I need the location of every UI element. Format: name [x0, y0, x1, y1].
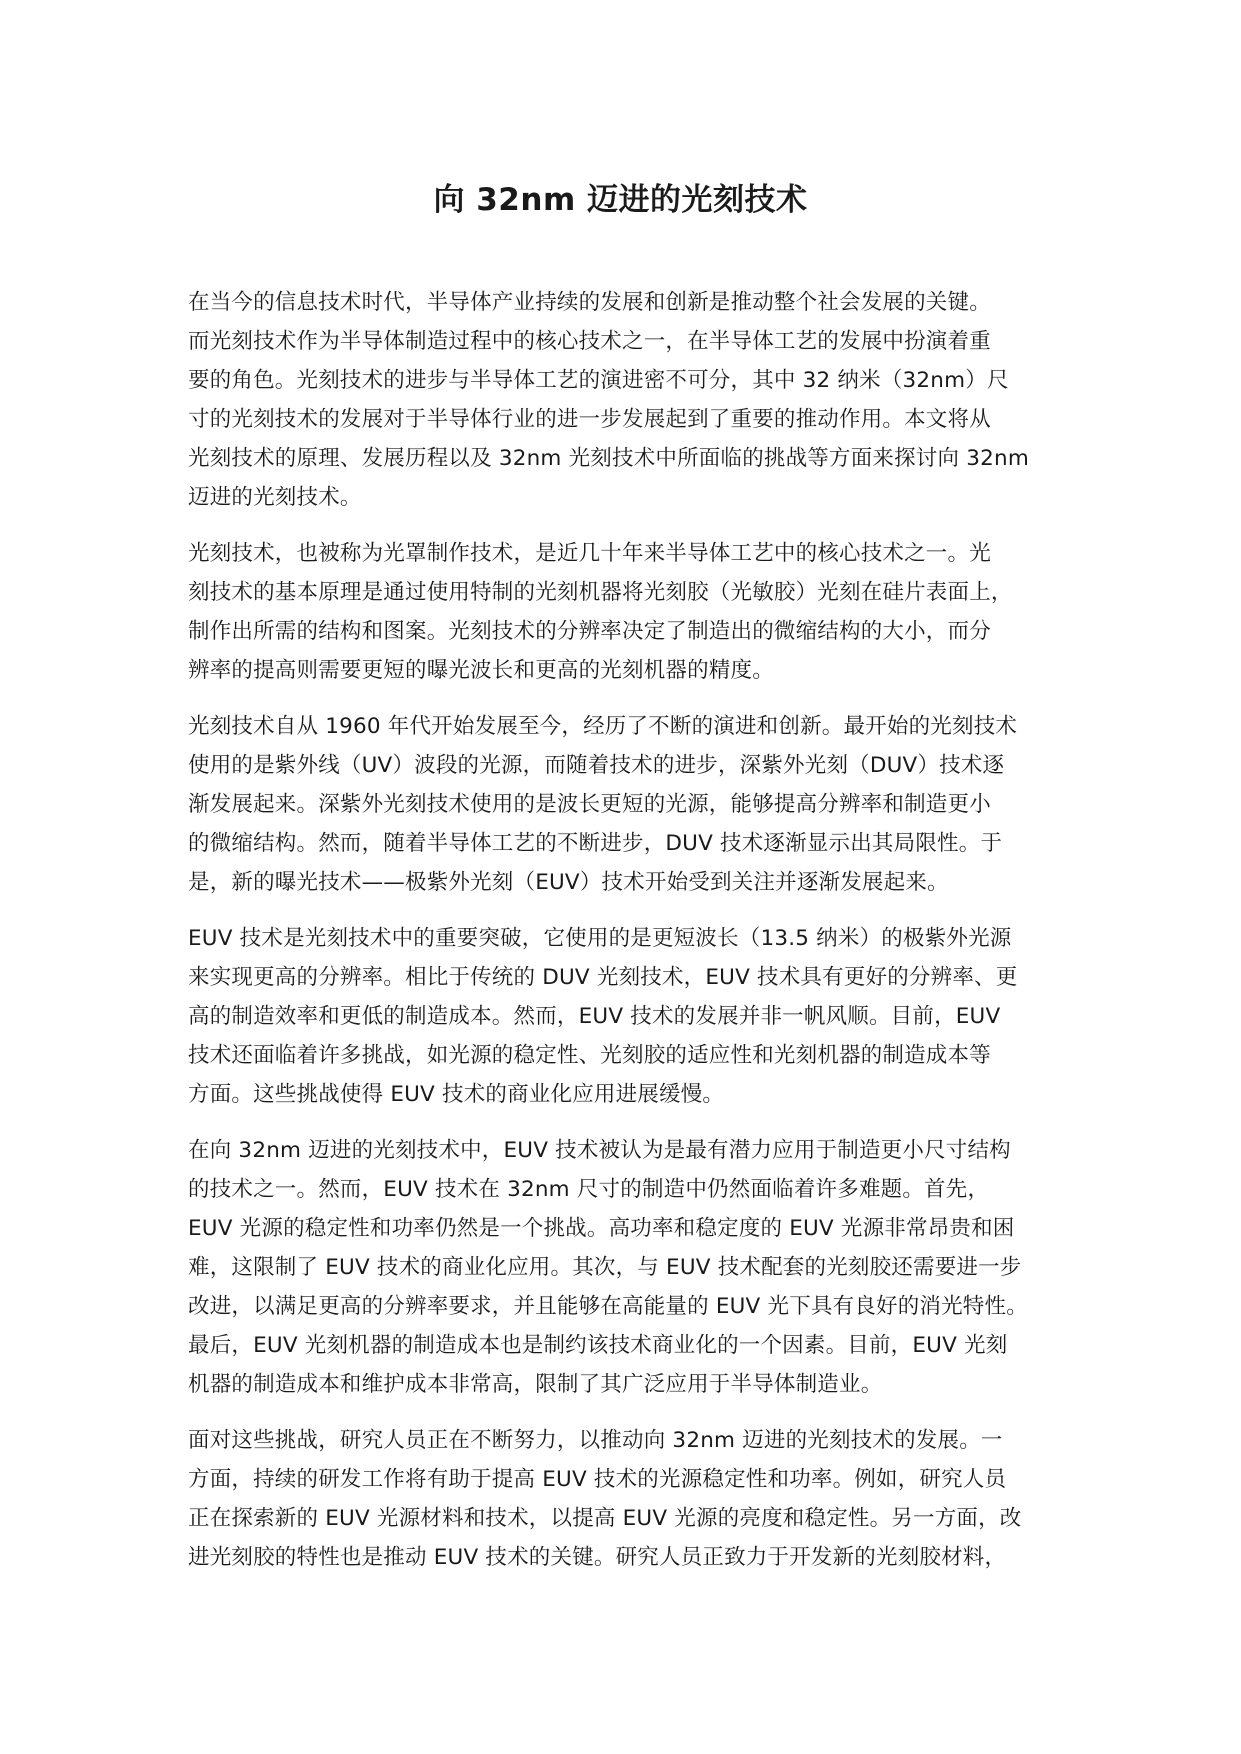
text-line: EUV 光源的稳定性和功率仍然是一个挑战。高功率和稳定度的 EUV 光源非常昂贵和困 [188, 1216, 1015, 1241]
text-line: 光刻技术，也被称为光罩制作技术，是近几十年来半导体工艺中的核心技术之一。光 [188, 541, 991, 566]
paragraph-4 [188, 919, 1068, 1114]
text-line: 来实现更高的分辨率。相比于传统的 DUV 光刻技术，EUV 技术具有更好的分辨率、更 [188, 965, 1018, 990]
paragraph-3 [188, 707, 1068, 902]
text-line: 光刻技术的原理、发展历程以及 32nm 光刻技术中所面临的挑战等方面来探讨向 32nm [188, 446, 1029, 471]
text-line: 要的角色。光刻技术的进步与半导体工艺的演进密不可分，其中 32 纳米（32nm）尺 [188, 368, 1009, 393]
text-line: 技术还面临着许多挑战，如光源的稳定性、光刻胶的适应性和光刻机器的制造成本等 [188, 1043, 991, 1068]
text-line: 高的制造效率和更低的制造成本。然而，EUV 技术的发展并非一帆风顺。目前，EUV [188, 1004, 1001, 1029]
text-line: 在当今的信息技术时代，半导体产业持续的发展和创新是推动整个社会发展的关键。 [188, 290, 991, 315]
text-line: 方面，持续的研发工作将有助于提高 EUV 技术的光源稳定性和功率。例如，研究人员 [188, 1467, 1007, 1492]
document-body [188, 283, 1068, 1594]
paragraph-6 [188, 1421, 1068, 1577]
text-line: 是，新的曝光技术——极紫外光刻（EUV）技术开始受到关注并逐渐发展起来。 [188, 870, 949, 895]
paragraph-1 [188, 283, 1068, 517]
text-line: 光刻技术自从 1960 年代开始发展至今，经历了不断的演进和创新。最开始的光刻技术 [188, 714, 1018, 739]
text-line: 面对这些挑战，研究人员正在不断努力，以推动向 32nm 迈进的光刻技术的发展。一 [188, 1428, 1003, 1453]
text-line: 的微缩结构。然而，随着半导体工艺的不断进步，DUV 技术逐渐显示出其局限性。于 [188, 831, 1003, 856]
document-title: 向 32nm 迈进的光刻技术 [433, 182, 808, 218]
text-line: 难，这限制了 EUV 技术的商业化应用。其次，与 EUV 技术配套的光刻胶还需要进一步 [188, 1255, 1022, 1280]
text-line: 在向 32nm 迈进的光刻技术中，EUV 技术被认为是最有潜力应用于制造更小尺寸结构 [188, 1138, 1011, 1163]
text-line: 渐发展起来。深紫外光刻技术使用的是波长更短的光源，能够提高分辨率和制造更小 [188, 792, 991, 817]
text-line: 寸的光刻技术的发展对于半导体行业的进一步发展起到了重要的推动作用。本文将从 [188, 407, 991, 432]
paragraph-5 [188, 1131, 1068, 1404]
text-line: 刻技术的基本原理是通过使用特制的光刻机器将光刻胶（光敏胶）光刻在硅片表面上， [188, 580, 1013, 605]
text-line: 辨率的提高则需要更短的曝光波长和更高的光刻机器的精度。 [188, 658, 774, 683]
text-line: 机器的制造成本和维护成本非常高，限制了其广泛应用于半导体制造业。 [188, 1372, 883, 1397]
text-line: 迈进的光刻技术。 [188, 485, 362, 510]
text-line: 改进，以满足更高的分辨率要求，并且能够在高能量的 EUV 光下具有良好的消光特性。 [188, 1294, 1028, 1319]
text-line: 方面。这些挑战使得 EUV 技术的商业化应用进展缓慢。 [188, 1082, 725, 1107]
text-line: 的技术之一。然而，EUV 技术在 32nm 尺寸的制造中仍然面临着许多难题。首先， [188, 1177, 990, 1202]
paragraph-2 [188, 534, 1068, 690]
text-line: 而光刻技术作为半导体制造过程中的核心技术之一，在半导体工艺的发展中扮演着重 [188, 329, 991, 354]
text-line: 最后，EUV 光刻机器的制造成本也是制约该技术商业化的一个因素。目前，EUV 光刻 [188, 1333, 1008, 1358]
text-line: 正在探索新的 EUV 光源材料和技术，以提高 EUV 光源的亮度和稳定性。另一方面，改 [188, 1506, 1022, 1531]
text-line: EUV 技术是光刻技术中的重要突破，它使用的是更短波长（13.5 纳米）的极紫外光源 [188, 926, 1012, 951]
text-line: 进光刻胶的特性也是推动 EUV 技术的关键。研究人员正致力于开发新的光刻胶材料， [188, 1545, 1007, 1570]
text-line: 使用的是紫外线（UV）波段的光源，而随着技术的进步，深紫外光刻（DUV）技术逐 [188, 753, 1005, 778]
text-line: 制作出所需的结构和图案。光刻技术的分辨率决定了制造出的微缩结构的大小，而分 [188, 619, 991, 644]
